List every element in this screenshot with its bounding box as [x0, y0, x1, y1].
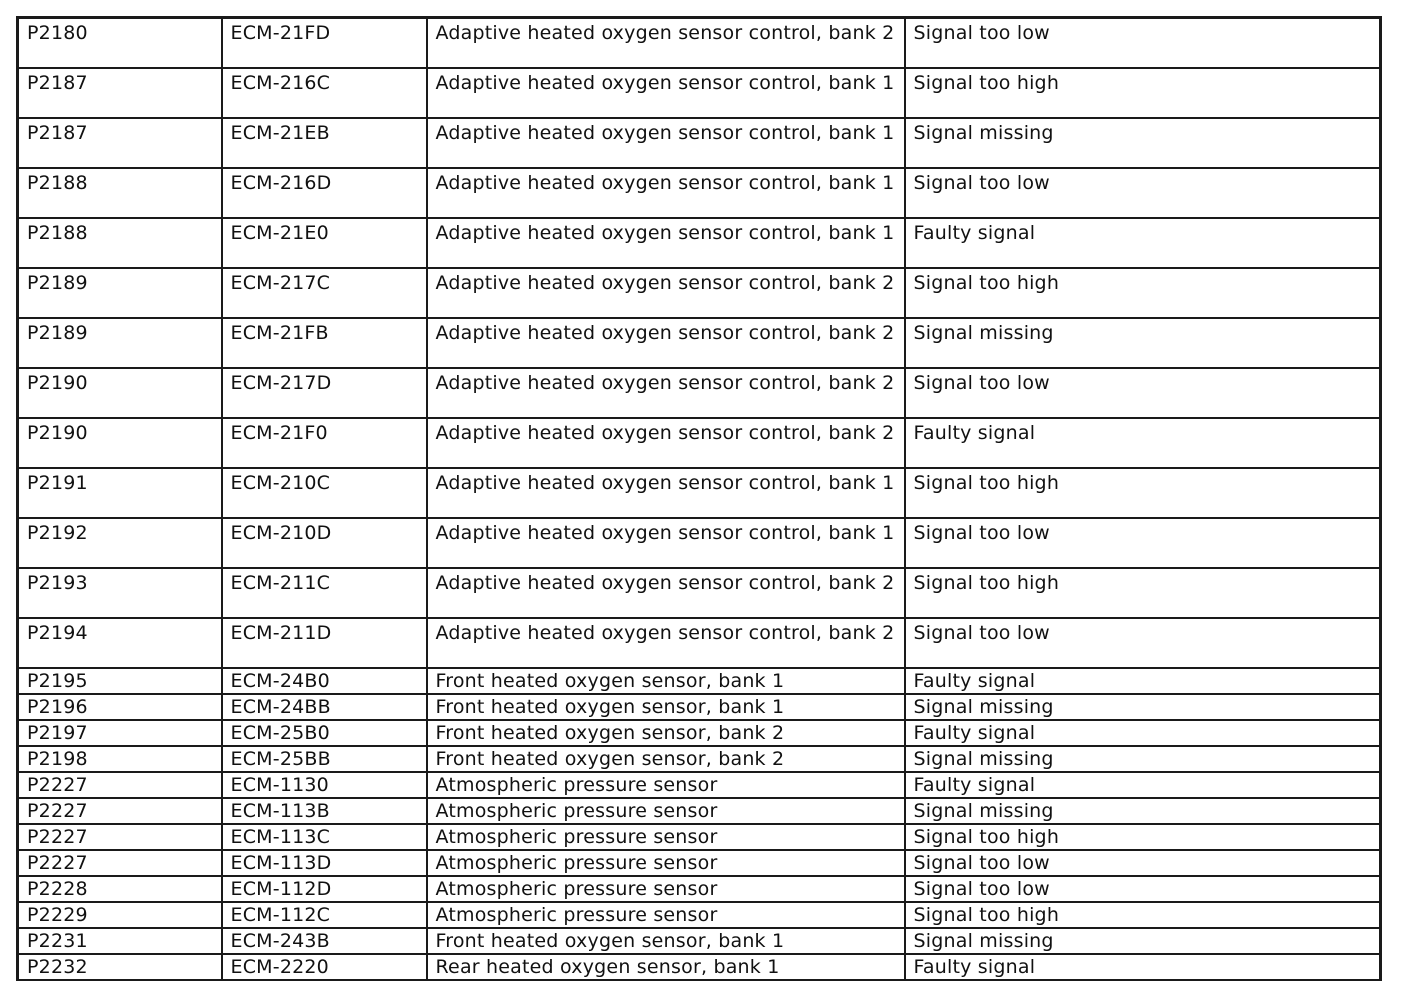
component-description-cell: Adaptive heated oxygen sensor control, bank 1 — [427, 168, 905, 218]
dtc-code-cell: P2229 — [18, 902, 222, 928]
fault-type-cell: Faulty signal — [905, 720, 1381, 746]
dtc-table — [16, 16, 1382, 981]
fault-type-cell: Signal too high — [905, 268, 1381, 318]
ecm-code-cell: ECM-21E0 — [222, 218, 427, 268]
fault-type-cell: Signal too high — [905, 68, 1381, 118]
component-description-cell: Adaptive heated oxygen sensor control, bank 2 — [427, 18, 905, 69]
fault-type-cell: Signal missing — [905, 118, 1381, 168]
component-description-cell: Front heated oxygen sensor, bank 1 — [427, 668, 905, 694]
table-row — [18, 746, 1381, 772]
component-description-cell: Adaptive heated oxygen sensor control, bank 2 — [427, 368, 905, 418]
dtc-code-cell: P2190 — [18, 368, 222, 418]
table-row — [18, 668, 1381, 694]
fault-type-cell: Signal too low — [905, 518, 1381, 568]
dtc-code-cell: P2188 — [18, 218, 222, 268]
table-row — [18, 468, 1381, 518]
ecm-code-cell: ECM-113C — [222, 824, 427, 850]
component-description-cell: Adaptive heated oxygen sensor control, bank 1 — [427, 68, 905, 118]
fault-type-cell: Signal too low — [905, 850, 1381, 876]
dtc-code-cell: P2228 — [18, 876, 222, 902]
component-description-cell: Front heated oxygen sensor, bank 1 — [427, 694, 905, 720]
component-description-cell: Adaptive heated oxygen sensor control, bank 2 — [427, 318, 905, 368]
dtc-code-cell: P2189 — [18, 268, 222, 318]
ecm-code-cell: ECM-21FB — [222, 318, 427, 368]
fault-type-cell: Signal too high — [905, 468, 1381, 518]
fault-type-cell: Signal missing — [905, 318, 1381, 368]
ecm-code-cell: ECM-217D — [222, 368, 427, 418]
fault-type-cell: Faulty signal — [905, 418, 1381, 468]
ecm-code-cell: ECM-25B0 — [222, 720, 427, 746]
ecm-code-cell: ECM-217C — [222, 268, 427, 318]
dtc-code-cell: P2192 — [18, 518, 222, 568]
ecm-code-cell: ECM-24BB — [222, 694, 427, 720]
table-row — [18, 954, 1381, 980]
fault-type-cell: Signal too low — [905, 18, 1381, 69]
dtc-code-cell: P2191 — [18, 468, 222, 518]
table-row — [18, 168, 1381, 218]
component-description-cell: Atmospheric pressure sensor — [427, 772, 905, 798]
dtc-code-cell: P2188 — [18, 168, 222, 218]
component-description-cell: Adaptive heated oxygen sensor control, bank 2 — [427, 268, 905, 318]
table-row — [18, 368, 1381, 418]
ecm-code-cell: ECM-211C — [222, 568, 427, 618]
dtc-code-cell: P2227 — [18, 824, 222, 850]
dtc-code-cell: P2232 — [18, 954, 222, 980]
ecm-code-cell: ECM-216C — [222, 68, 427, 118]
dtc-code-cell: P2187 — [18, 68, 222, 118]
table-row — [18, 318, 1381, 368]
table-row — [18, 824, 1381, 850]
ecm-code-cell: ECM-216D — [222, 168, 427, 218]
ecm-code-cell: ECM-243B — [222, 928, 427, 954]
component-description-cell: Adaptive heated oxygen sensor control, bank 1 — [427, 118, 905, 168]
fault-type-cell: Signal too high — [905, 824, 1381, 850]
component-description-cell: Adaptive heated oxygen sensor control, bank 2 — [427, 568, 905, 618]
fault-type-cell: Signal too low — [905, 618, 1381, 668]
table-row — [18, 694, 1381, 720]
component-description-cell: Atmospheric pressure sensor — [427, 824, 905, 850]
table-row — [18, 568, 1381, 618]
component-description-cell: Atmospheric pressure sensor — [427, 876, 905, 902]
component-description-cell: Atmospheric pressure sensor — [427, 798, 905, 824]
table-row — [18, 720, 1381, 746]
ecm-code-cell: ECM-112D — [222, 876, 427, 902]
ecm-code-cell: ECM-21EB — [222, 118, 427, 168]
component-description-cell: Atmospheric pressure sensor — [427, 850, 905, 876]
ecm-code-cell: ECM-112C — [222, 902, 427, 928]
component-description-cell: Atmospheric pressure sensor — [427, 902, 905, 928]
ecm-code-cell: ECM-25BB — [222, 746, 427, 772]
table-row — [18, 68, 1381, 118]
table-row — [18, 850, 1381, 876]
ecm-code-cell: ECM-113D — [222, 850, 427, 876]
table-row — [18, 18, 1381, 69]
component-description-cell: Adaptive heated oxygen sensor control, bank 1 — [427, 468, 905, 518]
dtc-code-cell: P2198 — [18, 746, 222, 772]
ecm-code-cell: ECM-113B — [222, 798, 427, 824]
table-row — [18, 268, 1381, 318]
fault-type-cell: Faulty signal — [905, 668, 1381, 694]
fault-type-cell: Faulty signal — [905, 954, 1381, 980]
ecm-code-cell: ECM-2220 — [222, 954, 427, 980]
dtc-code-cell: P2227 — [18, 798, 222, 824]
dtc-code-cell: P2195 — [18, 668, 222, 694]
table-row — [18, 798, 1381, 824]
component-description-cell: Adaptive heated oxygen sensor control, bank 2 — [427, 418, 905, 468]
component-description-cell: Adaptive heated oxygen sensor control, bank 2 — [427, 618, 905, 668]
table-row — [18, 902, 1381, 928]
dtc-code-cell: P2180 — [18, 18, 222, 69]
table-row — [18, 618, 1381, 668]
component-description-cell: Front heated oxygen sensor, bank 2 — [427, 746, 905, 772]
dtc-table-body — [18, 18, 1381, 981]
table-row — [18, 118, 1381, 168]
fault-type-cell: Signal too low — [905, 168, 1381, 218]
component-description-cell: Rear heated oxygen sensor, bank 1 — [427, 954, 905, 980]
dtc-code-cell: P2196 — [18, 694, 222, 720]
fault-type-cell: Signal too low — [905, 876, 1381, 902]
fault-type-cell: Faulty signal — [905, 772, 1381, 798]
ecm-code-cell: ECM-211D — [222, 618, 427, 668]
table-row — [18, 772, 1381, 798]
dtc-code-cell: P2189 — [18, 318, 222, 368]
dtc-code-cell: P2193 — [18, 568, 222, 618]
ecm-code-cell: ECM-210D — [222, 518, 427, 568]
ecm-code-cell: ECM-24B0 — [222, 668, 427, 694]
dtc-code-cell: P2187 — [18, 118, 222, 168]
ecm-code-cell: ECM-1130 — [222, 772, 427, 798]
component-description-cell: Adaptive heated oxygen sensor control, bank 1 — [427, 518, 905, 568]
table-row — [18, 876, 1381, 902]
table-row — [18, 418, 1381, 468]
dtc-code-cell: P2227 — [18, 772, 222, 798]
component-description-cell: Front heated oxygen sensor, bank 2 — [427, 720, 905, 746]
dtc-code-cell: P2197 — [18, 720, 222, 746]
table-row — [18, 518, 1381, 568]
table-row — [18, 928, 1381, 954]
ecm-code-cell: ECM-210C — [222, 468, 427, 518]
fault-type-cell: Signal missing — [905, 694, 1381, 720]
fault-type-cell: Signal missing — [905, 746, 1381, 772]
ecm-code-cell: ECM-21F0 — [222, 418, 427, 468]
fault-type-cell: Signal missing — [905, 928, 1381, 954]
table-row — [18, 218, 1381, 268]
component-description-cell: Front heated oxygen sensor, bank 1 — [427, 928, 905, 954]
dtc-code-cell: P2227 — [18, 850, 222, 876]
fault-type-cell: Signal missing — [905, 798, 1381, 824]
fault-type-cell: Faulty signal — [905, 218, 1381, 268]
component-description-cell: Adaptive heated oxygen sensor control, bank 1 — [427, 218, 905, 268]
fault-type-cell: Signal too low — [905, 368, 1381, 418]
dtc-code-cell: P2231 — [18, 928, 222, 954]
fault-type-cell: Signal too high — [905, 902, 1381, 928]
fault-type-cell: Signal too high — [905, 568, 1381, 618]
dtc-code-cell: P2194 — [18, 618, 222, 668]
dtc-code-cell: P2190 — [18, 418, 222, 468]
ecm-code-cell: ECM-21FD — [222, 18, 427, 69]
